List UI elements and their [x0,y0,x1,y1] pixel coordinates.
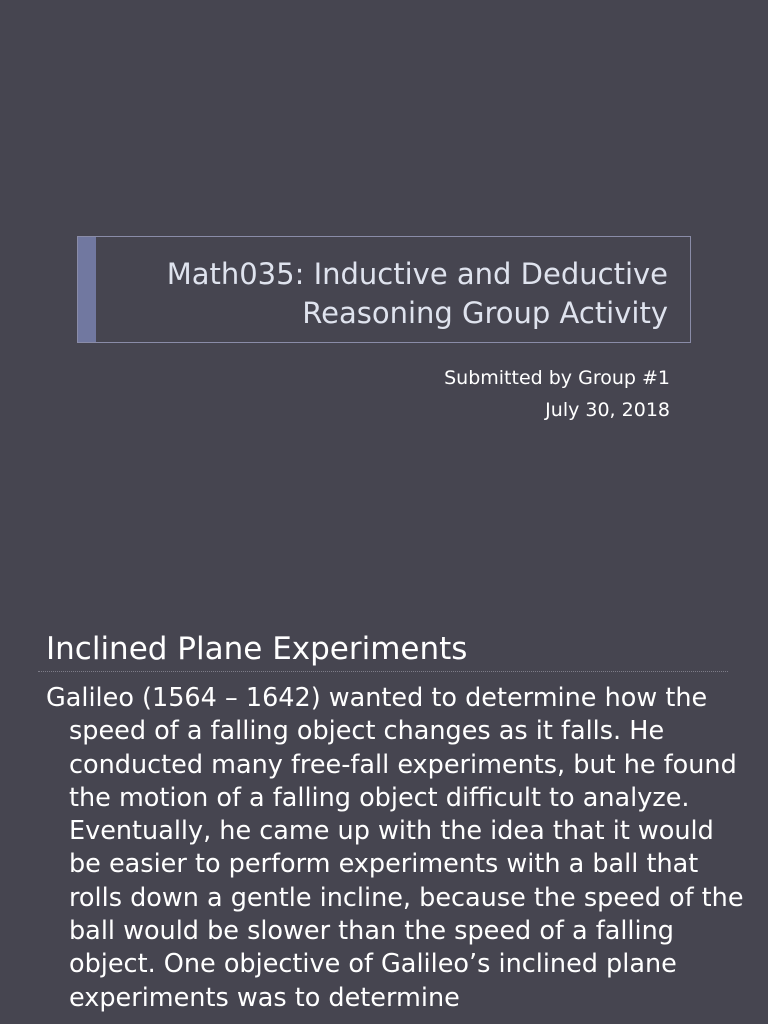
title-box [77,236,691,343]
submitted-by-line: Submitted by Group #1 [444,367,670,389]
title-accent-bar [78,237,96,342]
date-line: July 30, 2018 [545,399,670,421]
slide-subtitle [444,362,670,426]
content-slide [0,576,768,1024]
slide-heading: Inclined Plane Experiments [46,631,468,667]
heading-divider [38,671,728,672]
slide-title: Math035: Inductive and Deductive Reasoning Group Activity [166,257,668,330]
slide-body-text: Galileo (1564 – 1642) wanted to determine how the speed of a falling object changes as it falls. He conducted many free-fall experiments, but he found the motion of a falling object difficult to analyze. Eventually, he came up with the idea that it would be easier to perform experiments with a ball that rolls down a gentle incline, because the speed of the ball would be slower than the speed of a falling object. One objective of Galileo’s inclined plane experiments was to determine [46,683,744,1013]
